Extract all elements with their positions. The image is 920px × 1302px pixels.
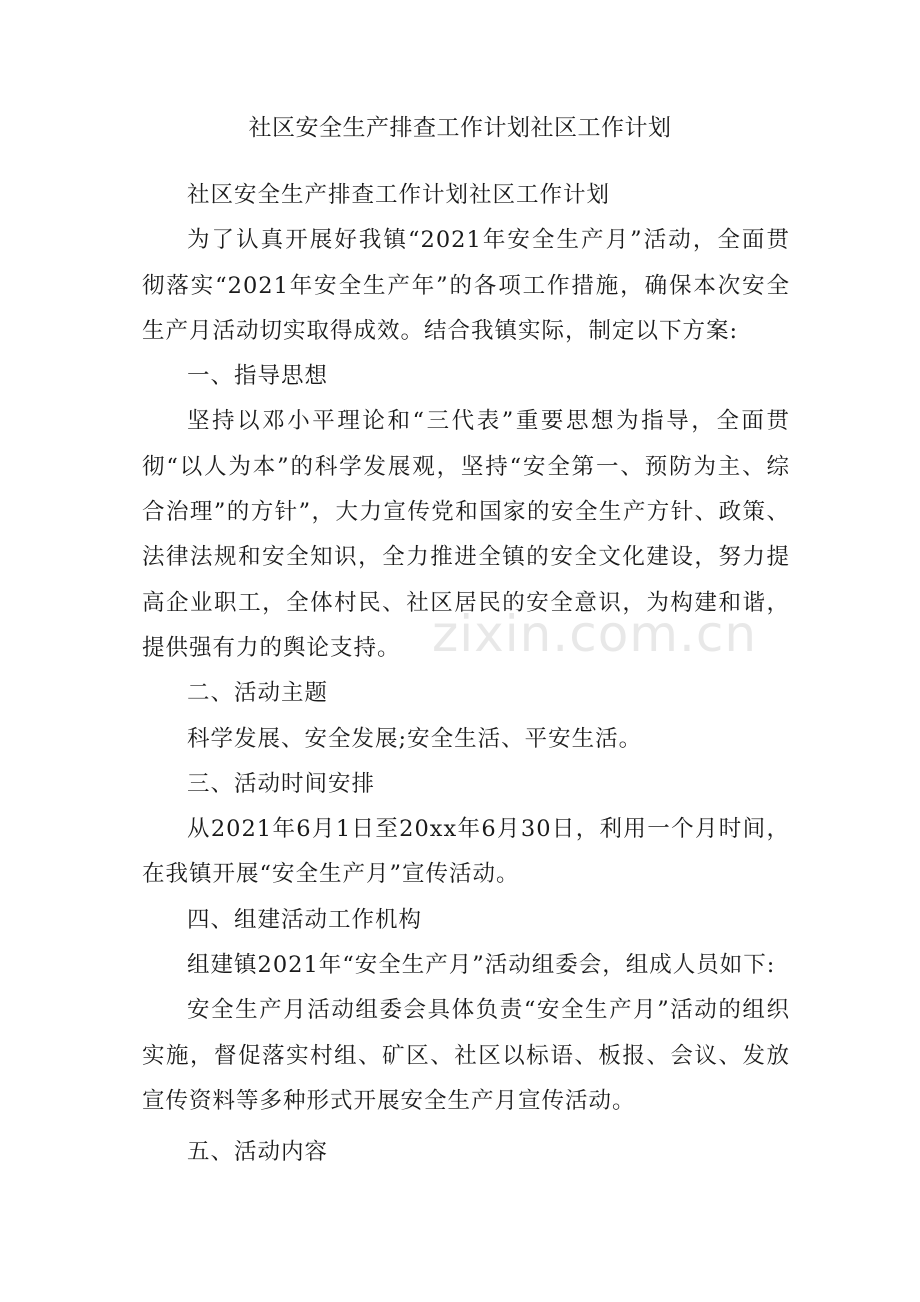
section-heading: 四、组建活动工作机构 <box>187 906 423 933</box>
paragraph: 坚持以邓小平理论和“三代表”重要思想为指导，全面贯彻“以人为本”的科学发展观，坚持“安全第一、预防为主、综合治理”的方针”，大力宣传党和国家的安全生产方针、政策、法律法规和安全知识，全力推进全镇的安全文化建设，努力提高企业职工，全体村民、社区居民的安全意识，为构建和谐，提供强有力的舆论支持。 <box>142 408 790 661</box>
paragraph: 社区安全生产排查工作计划社区工作计划 <box>187 182 611 208</box>
document-body <box>142 173 790 1176</box>
paragraph: 组建镇2021年“安全生产月”活动组委会，组成人员如下: <box>187 952 776 979</box>
watermark: zixin.com.cn <box>432 605 758 663</box>
paragraph: 从2021年6月1日至20xx年6月30日，利用一个月时间，在我镇开展“安全生产月”宣传活动。 <box>142 816 790 888</box>
paragraph: 科学发展、安全发展;安全生活、平安生活。 <box>187 725 643 752</box>
section-heading: 三、活动时间安排 <box>187 770 376 797</box>
section-heading: 二、活动主题 <box>187 680 329 707</box>
document-title: 社区安全生产排查工作计划社区工作计划 <box>248 115 672 141</box>
section-heading: 一、指导思想 <box>187 363 329 390</box>
paragraph: 为了认真开展好我镇“2021年安全生产月”活动，全面贯彻落实“2021年安全生产年”的各项工作措施，确保本次安全生产月活动切实取得成效。结合我镇实际，制定以下方案: <box>142 227 790 344</box>
paragraph: 安全生产月活动组委会具体负责“安全生产月”活动的组织实施，督促落实村组、矿区、社区以标语、板报、会议、发放宣传资料等多种形式开展安全生产月宣传活动。 <box>142 997 790 1114</box>
section-heading: 五、活动内容 <box>187 1139 329 1166</box>
